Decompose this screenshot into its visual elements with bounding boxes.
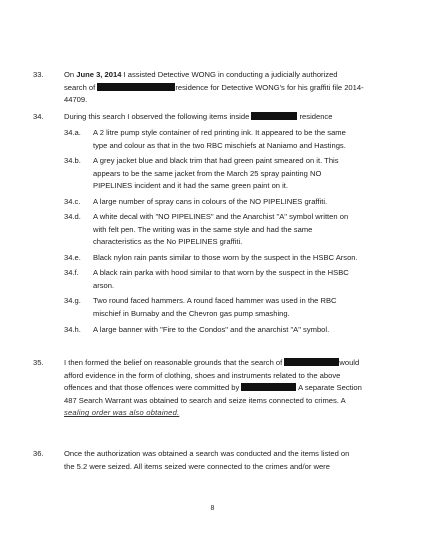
paragraph-line: afford evidence in the form of clothing, shoes and instruments related to the above (64, 370, 341, 380)
paragraph-line: offences and that those offences were committed by A separate Section (64, 383, 362, 393)
paragraph-number: 36. (33, 449, 44, 458)
subitem-number: 34.g. (64, 296, 81, 305)
subitem-number: 34.e. (64, 253, 81, 262)
subitem-number: 34.c. (64, 197, 81, 206)
paragraph-line: 487 Search Warrant was obtained to search and seize items connected to crimes. A (64, 395, 346, 405)
subitem-number: 34.d. (64, 212, 81, 221)
subitem-34f: 34.f. A black rain parka with hood similar to that worn by the suspect in the HSBC arson. (64, 268, 349, 290)
subitem-number: 34.h. (64, 325, 81, 334)
subitem-34g: 34.g. Two round faced hammers. A round faced hammer was used in the RBC mischief in Burnaby and the Chevron gas pump smashing. (64, 296, 337, 318)
page-number: 8 (210, 505, 215, 512)
paragraph-line: the 5.2 were seized. All items seized were connected to the crimes and/or were (64, 461, 330, 471)
redaction-box (241, 383, 296, 391)
subitem-34h: 34.h. A large banner with "Fire to the Condos" and the anarchist "A" symbol. (64, 324, 382, 337)
paragraph-line: During this search I observed the following items inside residence (64, 112, 333, 121)
subitem-number: 34.f. (64, 268, 79, 277)
paragraph-35 (33, 357, 378, 420)
redaction-box (284, 358, 339, 366)
paragraph-36 (33, 448, 378, 473)
subitem-34d: 34.d. A white decal with "NO PIPELINES" and the Anarchist "A" symbol written on with felt pen. The writing was in the same style and had the same characteristics as the No PIPELINES graffiti. (64, 212, 349, 247)
paragraph-number: 34. (33, 112, 44, 121)
paragraph-line: search of residence for Detective WONG's for his graffiti file 2014-44709. (64, 82, 364, 105)
paragraph-number: 33. (33, 70, 44, 79)
redaction-box (97, 83, 175, 91)
paragraph-34 (33, 111, 378, 124)
subitem-34c: 34.c. A large number of spray cans in colours of the NO PIPELINES graffiti. (64, 196, 382, 209)
paragraph-line: I then formed the belief on reasonable grounds that the search of would (64, 358, 360, 367)
date-bold: June 3, 2014 (76, 70, 122, 79)
paragraph-number: 35. (33, 358, 44, 367)
subitem-number: 34.b. (64, 156, 81, 165)
subitem-34a: 34.a. A 2 litre pump style container of red printing ink. It appeared to be the same type and colour as that in the two RBC mischiefs at Naniamo and Hastings. (64, 128, 346, 150)
subitem-34e: 34.e. Black nylon rain pants similar to those worn by the suspect in the HSBC Arson. (64, 252, 382, 265)
redaction-box (251, 112, 297, 120)
handwritten-note: sealing order was also obtained. (64, 408, 180, 418)
subitem-number: 34.a. (64, 128, 81, 137)
paragraph-line: On June 3, 2014 I assisted Detective WONG in conducting a judicially authorized (64, 70, 338, 79)
paragraph-33 (33, 69, 378, 107)
subitem-34b: 34.b. A grey jacket blue and black trim that had green paint smeared on it. This appears to be the same jacket from the March 25 spray painting NO PIPELINES incident and it had the same green paint on it. (64, 156, 339, 191)
paragraph-line: Once the authorization was obtained a search was conducted and the items listed on (64, 449, 350, 458)
